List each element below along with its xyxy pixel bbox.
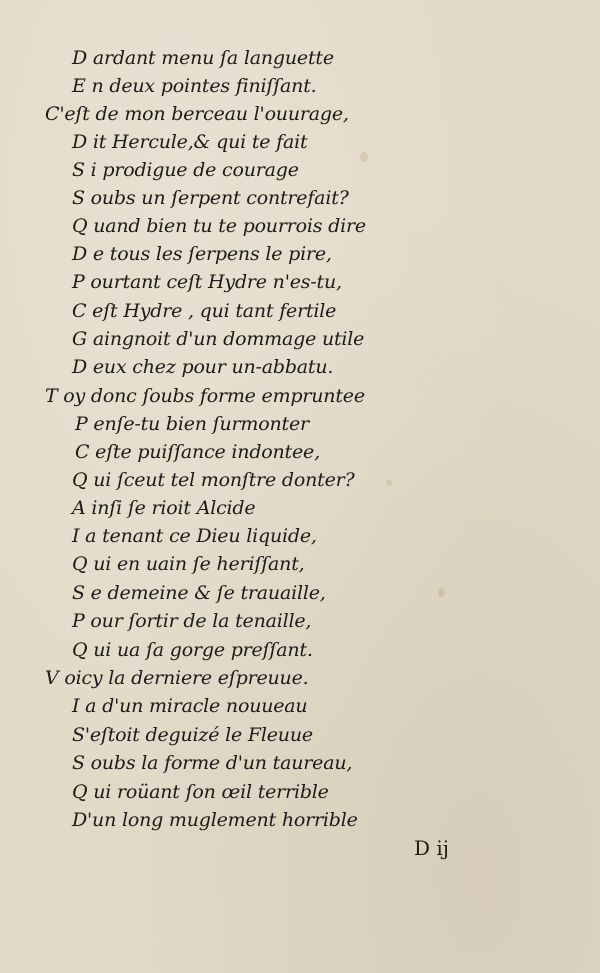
- verse-line: S oubs la forme d'un taureau,: [72, 752, 353, 774]
- verse-line: D e tous les ſerpens le pire,: [72, 243, 332, 265]
- paper-stain: [360, 152, 368, 162]
- verse-line: G aingnoit d'un dommage utile: [72, 328, 365, 350]
- verse-line: I a d'un miracle nouueau: [72, 695, 308, 717]
- verse-line: D it Hercule,& qui te fait: [72, 131, 308, 153]
- verse-line: Q ui en uain ſe heriſſant,: [72, 553, 305, 575]
- verse-line: P our ſortir de la tenaille,: [72, 610, 312, 632]
- verse-line: D'un long muglement horrible: [72, 809, 358, 831]
- verse-line: I a tenant ce Dieu liquide,: [72, 525, 317, 547]
- verse-line: C eſt Hydre , qui tant fertile: [72, 300, 337, 322]
- verse-line: S'eſtoit deguizé le Fleuue: [72, 724, 313, 746]
- verse-line: D eux chez pour un-abbatu.: [72, 356, 334, 378]
- verse-line: C'eſt de mon berceau l'ouurage,: [45, 103, 349, 125]
- verse-line: D ardant menu ſa languette: [72, 47, 334, 69]
- verse-line: C eſte puiſſance indontee,: [75, 441, 320, 463]
- paper-stain: [386, 480, 392, 486]
- verse-line: Q ui roüant ſon œil terrible: [72, 781, 329, 803]
- verse-line: T oy donc ſoubs forme empruntee: [45, 385, 365, 407]
- verse-line: E n deux pointes finiſſant.: [72, 75, 317, 97]
- verse-line: S i prodigue de courage: [72, 159, 299, 181]
- verse-line: Q ui ſceut tel monſtre donter?: [72, 469, 355, 491]
- verse-line: S e demeine & ſe trauaille,: [72, 582, 326, 604]
- verse-line: P ourtant ceſt Hydre n'es-tu,: [72, 271, 342, 293]
- verse-line: A inſi ſe rioit Alcide: [72, 497, 256, 519]
- verse-line: V oicy la derniere eſpreuue.: [45, 667, 309, 689]
- signature-mark: D ij: [414, 836, 449, 860]
- verse-line: S oubs un ſerpent contrefait?: [72, 187, 349, 209]
- verse-line: P enſe-tu bien ſurmonter: [75, 413, 309, 435]
- paper-stain: [438, 588, 445, 597]
- verse-line: Q ui ua ſa gorge preſſant.: [72, 639, 313, 661]
- verse-line: Q uand bien tu te pourrois dire: [72, 215, 366, 237]
